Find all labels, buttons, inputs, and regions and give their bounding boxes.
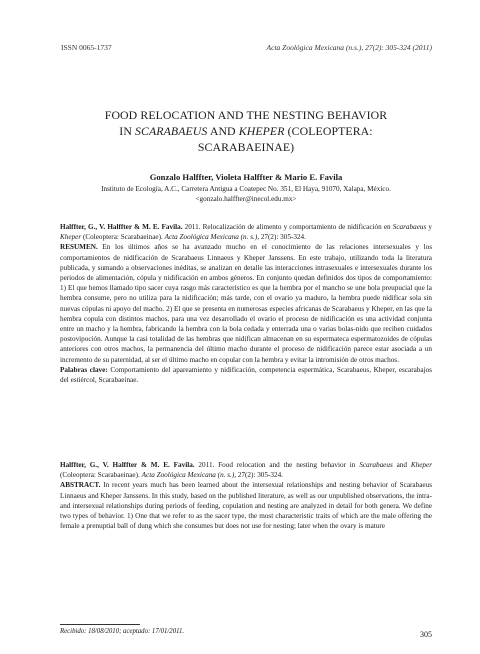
title-line-3: SCARABAEINAE) (197, 140, 295, 154)
resumen-section (60, 222, 432, 385)
footnote-divider (60, 624, 140, 625)
journal-header: Acta Zoológica Mexicana (n.s.), 27(2): 305-324 (2011) (266, 43, 432, 52)
authors: Gonzalo Halffter, Violeta Halffter & Mario E. Favila (149, 172, 343, 182)
spanish-citation: Halffter, G., V. Halffter & M. E. Favila. 2011. Relocalización de alimento y comportamiento de nidificación en Scarabaeus y Kheper (Coleoptera: Scarabaeinae). Acta Zoológica Mexicana (n. s.), 27(2): 305-324. (60, 223, 433, 242)
title-line-2: IN SCARABAEUS AND KHEPER (COLEOPTERA: (119, 124, 373, 138)
title-genus-2: KHEPER (238, 124, 285, 138)
affiliation-email: <gonzalo.halffter@inecol.edu.mx> (195, 195, 297, 203)
abstract-section (60, 460, 432, 531)
page-number: 305 (420, 630, 432, 639)
palabras-clave: Palabras clave: Comportamiento del apareamiento y nidificación, competencia espermática, Scarabaeus, Kheper, escarabajos del estiércol, Scarabaeinae. (60, 365, 432, 385)
abstract-text: ABSTRACT. In recent years much has been learned about the intersexual relationships and nesting behavior of Scarabaeus Linnaeus and Kheper Janssens. In this study, based on the published literature, as well as our unpublished observations, the intra- and intersexual relationships during periods of feeding, copulation and nesting are analyzed in detail for both genera. We define two types of behavior. 1) One that we refer to as the sacer type, the most characteristic traits of which are the male offering the female a prenuptial ball of dung which she consumes but does not use for nesting; later when the ovary is mature (60, 481, 432, 531)
resumen-text: RESUMEN. En los últimos años se ha avanzado mucho en el conocimiento de las relaciones intersexuales y los comportamientos de nidificación de Scarabaeus Linnaeus y Kheper Janssens. En este trabajo, utilizando toda la literatura publicada, y sumando a observaciones inéditas, se analizan en detalle las interacciones intrasexuales e intersexuales durante los periodos de alimentación, cópula y nidificación en ambos géneros. En conjunto quedan definidos dos tipos de comportamiento: 1) El que hemos llamado tipo sacer cuya rasgo más característico es que la hembra por el mancho se une bola preupucial que la hembra consume, pero no utiliza para la nidificación; más tarde, con el ovario ya maduro, la hembra puede nidificar sola sin nuevas cópulas ni apoyo del macho. 2) El que se presenta en numerosas especies africanas de Scarabaeus y Kheper, en las que la hembra copula con distintos machos, para una vez desarrollado el ovario el proceso de nidificación es una actividad conjunta entre un macho y la hembra, fabricando la hembra con la bola cedada y enterrada una o varias bolas-nido que reciben cuidados postovipoción. Aunque la casi totalidad de las hembras que nidifican almacenan en su espermateca espermatozoides de cópulas anteriores con otros machos, la permanencia del último macho durante el proceso de nidificación parece estar asociada a un incremento de su paternidad, al ser el último macho en copular con la hembra y evitar la intromisión de otros machos. (60, 243, 432, 364)
paper-title (60, 107, 432, 155)
affiliation-address: Instituto de Ecología, A.C., Carretera Antigua a Coatepec No. 351, El Haya, 91070, Xalapa, México. (101, 185, 391, 193)
received-date-footnote: Recibido: 18/08/2010; aceptado: 17/01/2011. (60, 628, 185, 635)
issn: ISSN 0065-1737 (61, 43, 112, 52)
title-genus-1: SCARABAEUS (135, 124, 208, 138)
title-line-1: FOOD RELOCATION AND THE NESTING BEHAVIOR (104, 108, 388, 122)
affiliation (60, 184, 432, 204)
english-citation: Halffter, G., V. Halffter & M. E. Favila. 2011. Food relocation and the nesting behavior in Scarabaeus and Kheper (Coleoptera: Scarabaeinae). Acta Zoológica Mexicana (n. s.), 27(2): 305-324. (60, 461, 432, 480)
